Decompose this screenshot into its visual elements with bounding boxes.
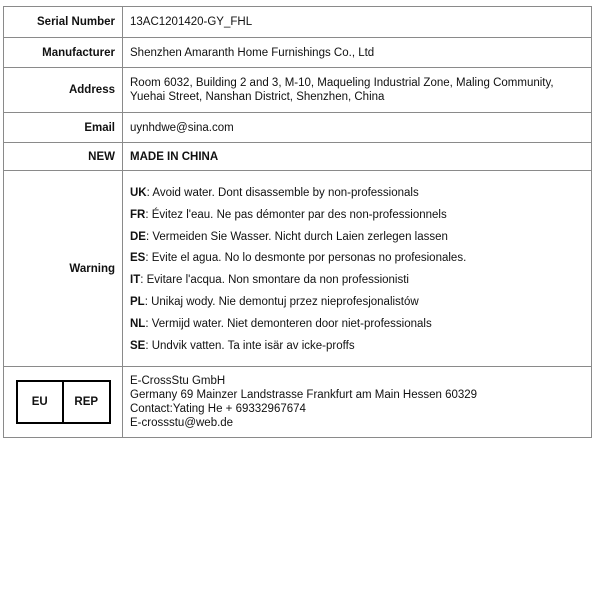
warning-item-de	[130, 227, 584, 249]
warning-text: : Évitez l'eau. Ne pas démonter par des non-professionnels	[145, 208, 447, 221]
warning-code: ES	[130, 252, 146, 265]
address-value	[123, 68, 592, 113]
address-label: Address	[4, 68, 123, 113]
serial-number-value: 13AC1201420-GY_FHL	[123, 7, 592, 38]
new-row	[4, 143, 592, 171]
email-value: uynhdwe@sina.com	[123, 113, 592, 143]
eu-rep-badge	[16, 380, 111, 424]
eu-rep-contact: Contact:Yating He + 69332967674	[130, 403, 306, 416]
warning-code: DE	[130, 230, 146, 243]
warning-list	[123, 171, 592, 367]
email-row	[4, 113, 592, 143]
warning-text: : Evitare l'acqua. Non smontare da non professionisti	[140, 274, 409, 287]
warning-row	[4, 171, 592, 367]
eu-rep-badge-cell	[4, 367, 123, 438]
address-line-1: Room 6032, Building 2 and 3, M-10, Maqueling Industrial Zone, Maling Community,	[130, 76, 554, 89]
warning-item-pl	[130, 292, 584, 314]
product-label-table	[3, 6, 592, 438]
warning-code: IT	[130, 274, 141, 287]
new-label: NEW	[4, 143, 123, 171]
warning-text: : Vermijd water. Niet demonteren door niet-professionals	[145, 317, 432, 330]
warning-code: PL	[130, 295, 145, 308]
warning-item-nl	[130, 314, 584, 336]
serial-number-row	[4, 7, 592, 38]
made-in-china: MADE IN CHINA	[123, 143, 592, 171]
eu-rep-row	[4, 367, 592, 438]
warning-text: : Avoid water. Dont disassemble by non-professionals	[146, 187, 419, 199]
warning-code: NL	[130, 317, 146, 330]
serial-number-label: Serial Number	[4, 7, 123, 38]
address-line-2: Yuehai Street, Nanshan District, Shenzhen, China	[130, 91, 385, 103]
warning-text: : Undvik vatten. Ta inte isär av icke-proffs	[145, 339, 355, 352]
warning-item-es	[130, 248, 584, 270]
eu-rep-email: E-crossstu@web.de	[130, 417, 234, 430]
warning-item-fr	[130, 205, 584, 227]
warning-code: SE	[130, 339, 146, 352]
warning-item-it	[130, 270, 584, 292]
eu-rep-address: Germany 69 Mainzer Landstrasse Frankfurt am Main Hessen 60329	[130, 389, 478, 402]
warning-item-se	[130, 336, 584, 358]
warning-text: : Unikaj wody. Nie demontuj przez nieprofesjonalistów	[144, 295, 419, 308]
warning-label: Warning	[4, 171, 123, 367]
email-label: Email	[4, 113, 123, 143]
warning-text: : Vermeiden Sie Wasser. Nicht durch Laien zerlegen lassen	[145, 230, 448, 243]
warning-code: UK	[130, 187, 147, 199]
eu-rep-badge-rep: REP	[74, 396, 99, 409]
warning-item-uk	[130, 183, 584, 205]
manufacturer-value: Shenzhen Amaranth Home Furnishings Co., Ltd	[123, 38, 592, 68]
address-row	[4, 68, 592, 113]
eu-rep-company: E-CrossStu GmbH	[130, 375, 226, 388]
eu-rep-info	[123, 367, 592, 438]
warning-code: FR	[130, 208, 146, 221]
manufacturer-row	[4, 38, 592, 68]
eu-rep-badge-eu: EU	[18, 382, 65, 422]
warning-text: : Evite el agua. No lo desmonte por personas no profesionales.	[145, 252, 467, 265]
manufacturer-label: Manufacturer	[4, 38, 123, 68]
